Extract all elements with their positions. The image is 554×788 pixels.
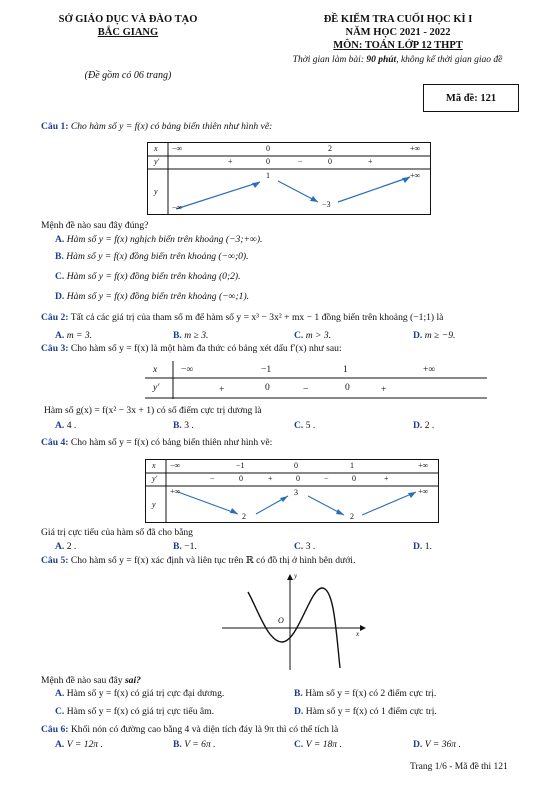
q1-x-pos-inf: +∞ bbox=[410, 144, 421, 153]
q4-y-label: y bbox=[152, 500, 156, 509]
q5-option-b: B. Hàm số y = f(x) có 2 điểm cực trị. bbox=[294, 688, 437, 699]
school-year: NĂM HỌC 2021 - 2022 bbox=[345, 27, 451, 38]
q4-table-svg bbox=[146, 460, 438, 522]
q5-graph-svg bbox=[218, 570, 368, 670]
q6-option-c: C. V = 18π . bbox=[294, 739, 342, 750]
q4-x-1: 1 bbox=[350, 461, 354, 470]
q1-x-0: 0 bbox=[266, 144, 270, 153]
q4-y-2-right: 2 bbox=[350, 512, 354, 521]
q1-d-1: + bbox=[228, 157, 233, 166]
q2-option-a: A. m = 3. bbox=[55, 330, 93, 341]
q4-x-label: x bbox=[152, 461, 156, 470]
q4-prompt: Giá trị cực tiểu của hàm số đã cho bằng bbox=[41, 527, 193, 538]
q4-x-neg1: −1 bbox=[236, 461, 245, 470]
q1-prompt: Mệnh đề nào sau đây đúng? bbox=[41, 220, 149, 231]
q4-d-3: + bbox=[268, 474, 273, 483]
q1-option-d: D. Hàm số y = f(x) đồng biến trên khoảng (−∞;1). bbox=[55, 291, 250, 302]
q4-option-a: A. 2 . bbox=[55, 541, 77, 552]
q1-y-pos-inf: +∞ bbox=[410, 171, 421, 180]
q1-d-label: y' bbox=[154, 157, 160, 166]
q4-d-5: − bbox=[324, 474, 329, 483]
q4-x-pos-inf: +∞ bbox=[418, 461, 429, 470]
q3-x-neg-inf: −∞ bbox=[181, 364, 194, 375]
q1-y-label: y bbox=[154, 187, 158, 196]
q3-d-1: + bbox=[219, 384, 225, 395]
q4-variation-table bbox=[145, 459, 439, 523]
q3-d-3: − bbox=[303, 384, 309, 395]
q4-y-pos-inf-right: +∞ bbox=[418, 487, 429, 496]
q1-d-4: 0 bbox=[328, 157, 332, 166]
q1-y-neg-inf: −∞ bbox=[172, 203, 183, 212]
q4-x-neg-inf: −∞ bbox=[170, 461, 181, 470]
q4-option-c: C. 3 . bbox=[294, 541, 316, 552]
q2-option-c: C. m > 3. bbox=[294, 330, 332, 341]
province-name: BẮC GIANG bbox=[97, 27, 159, 38]
q3-option-d: D. 2 . bbox=[413, 420, 435, 431]
q5-prompt: Mệnh đề nào sau đây sai? bbox=[41, 675, 141, 686]
q1-option-a: A. Hàm số y = f(x) nghịch biến trên khoảng (−3;+∞). bbox=[55, 234, 263, 245]
q3-table-svg bbox=[145, 361, 487, 399]
q6-option-a: A. V = 12π . bbox=[55, 739, 103, 750]
q3-x-label: x bbox=[153, 364, 158, 375]
q5-option-a: A. Hàm số y = f(x) có giá trị cực đại dương. bbox=[55, 688, 225, 699]
q3-d-5: + bbox=[381, 384, 387, 395]
q1-x-2: 2 bbox=[328, 144, 332, 153]
q1-x-label: x bbox=[154, 144, 158, 153]
exam-code-box: Mã đề: 121 bbox=[423, 84, 519, 112]
q5-y-axis-label: y bbox=[294, 572, 298, 580]
question-3: Câu 3: Cho hàm số y = f(x) là một hàm đa thức có bảng xét dấu f′(x) như sau: bbox=[41, 343, 342, 354]
q4-x-0: 0 bbox=[294, 461, 298, 470]
time-limit: Thời gian làm bài: 90 phút, không kể thời gian giao đề bbox=[292, 55, 503, 65]
q5-option-c: C. Hàm số y = f(x) có giá trị cực tiểu âm. bbox=[55, 706, 215, 717]
q1-x-neg-inf: −∞ bbox=[172, 144, 183, 153]
question-5: Câu 5: Cho hàm số y = f(x) xác định và liên tục trên ℝ có đồ thị ở hình bên dưới. bbox=[41, 555, 356, 566]
q3-option-c: C. 5 . bbox=[294, 420, 316, 431]
q5-function-graph bbox=[218, 570, 368, 670]
q3-d-2: 0 bbox=[265, 382, 270, 393]
q6-option-b: B. V = 6π . bbox=[173, 739, 216, 750]
q1-d-5: + bbox=[368, 157, 373, 166]
q3-option-a: A. 4 . bbox=[55, 420, 77, 431]
q2-option-d: D. m ≥ −9. bbox=[413, 330, 456, 341]
q4-y-pos-inf-left: +∞ bbox=[170, 487, 181, 496]
q5-x-axis-label: x bbox=[356, 630, 360, 638]
q1-d-3: − bbox=[298, 157, 303, 166]
question-4: Câu 4: Cho hàm số y = f(x) có bảng biến thiên như hình vẽ: bbox=[41, 437, 273, 448]
q4-d-1: − bbox=[210, 474, 215, 483]
q4-option-d: D. 1. bbox=[413, 541, 432, 552]
q5-option-d: D. Hàm số y = f(x) có 1 điểm cực trị. bbox=[294, 706, 437, 717]
exam-title: ĐỀ KIỂM TRA CUỐI HỌC KÌ I bbox=[323, 14, 473, 25]
department-name: SỞ GIÁO DỤC VÀ ĐÀO TẠO bbox=[58, 14, 198, 25]
q1-y-1: 1 bbox=[266, 171, 270, 180]
q4-d-6: 0 bbox=[352, 474, 356, 483]
q3-d-label: y' bbox=[153, 382, 160, 393]
q4-d-7: + bbox=[384, 474, 389, 483]
subject-line: MÔN: TOÁN LỚP 12 THPT bbox=[333, 40, 463, 51]
q4-option-b: B. −1. bbox=[173, 541, 197, 552]
q3-x-neg1: −1 bbox=[261, 364, 272, 375]
q3-prompt: Hàm số g(x) = f(x² − 3x + 1) có số điểm cực trị dương là bbox=[44, 405, 262, 416]
q3-x-pos-inf: +∞ bbox=[423, 364, 436, 375]
q3-x-1: 1 bbox=[343, 364, 348, 375]
q1-d-2: 0 bbox=[266, 157, 270, 166]
q4-d-2: 0 bbox=[239, 474, 243, 483]
q3-option-b: B. 3 . bbox=[173, 420, 194, 431]
question-1: Câu 1: Cho hàm số y = f(x) có bảng biến thiên như hình vẽ: bbox=[41, 121, 273, 132]
q6-option-d: D. V = 36π . bbox=[413, 739, 461, 750]
q4-d-4: 0 bbox=[296, 474, 300, 483]
pages-note: (Đề gồm có 06 trang) bbox=[84, 70, 172, 81]
q1-option-c: C. Hàm số y = f(x) đồng biến trên khoảng (0;2). bbox=[55, 271, 241, 282]
question-6: Câu 6: Khối nón có đường cao bằng 4 và diện tích đáy là 9π thì có thể tích là bbox=[41, 724, 339, 735]
q4-y-2-left: 2 bbox=[242, 512, 246, 521]
page-footer: Trang 1/6 - Mã đề thi 121 bbox=[410, 762, 508, 772]
q5-origin-label: O bbox=[278, 616, 284, 625]
q3-d-4: 0 bbox=[345, 382, 350, 393]
q4-d-label: y' bbox=[152, 474, 158, 483]
q1-y-neg3: −3 bbox=[322, 200, 331, 209]
q1-table-svg bbox=[148, 143, 430, 214]
question-2: Câu 2: Tất cả các giá trị của tham số m để hàm số y = x³ − 3x² + mx − 1 đồng biến trên khoảng (−1;1) là bbox=[41, 312, 444, 323]
q4-y-3: 3 bbox=[294, 488, 298, 497]
q1-variation-table bbox=[147, 142, 431, 215]
q2-option-b: B. m ≥ 3. bbox=[173, 330, 209, 341]
q3-sign-table bbox=[145, 361, 487, 399]
q1-option-b: B. Hàm số y = f(x) đồng biến trên khoảng (−∞;0). bbox=[55, 251, 249, 262]
